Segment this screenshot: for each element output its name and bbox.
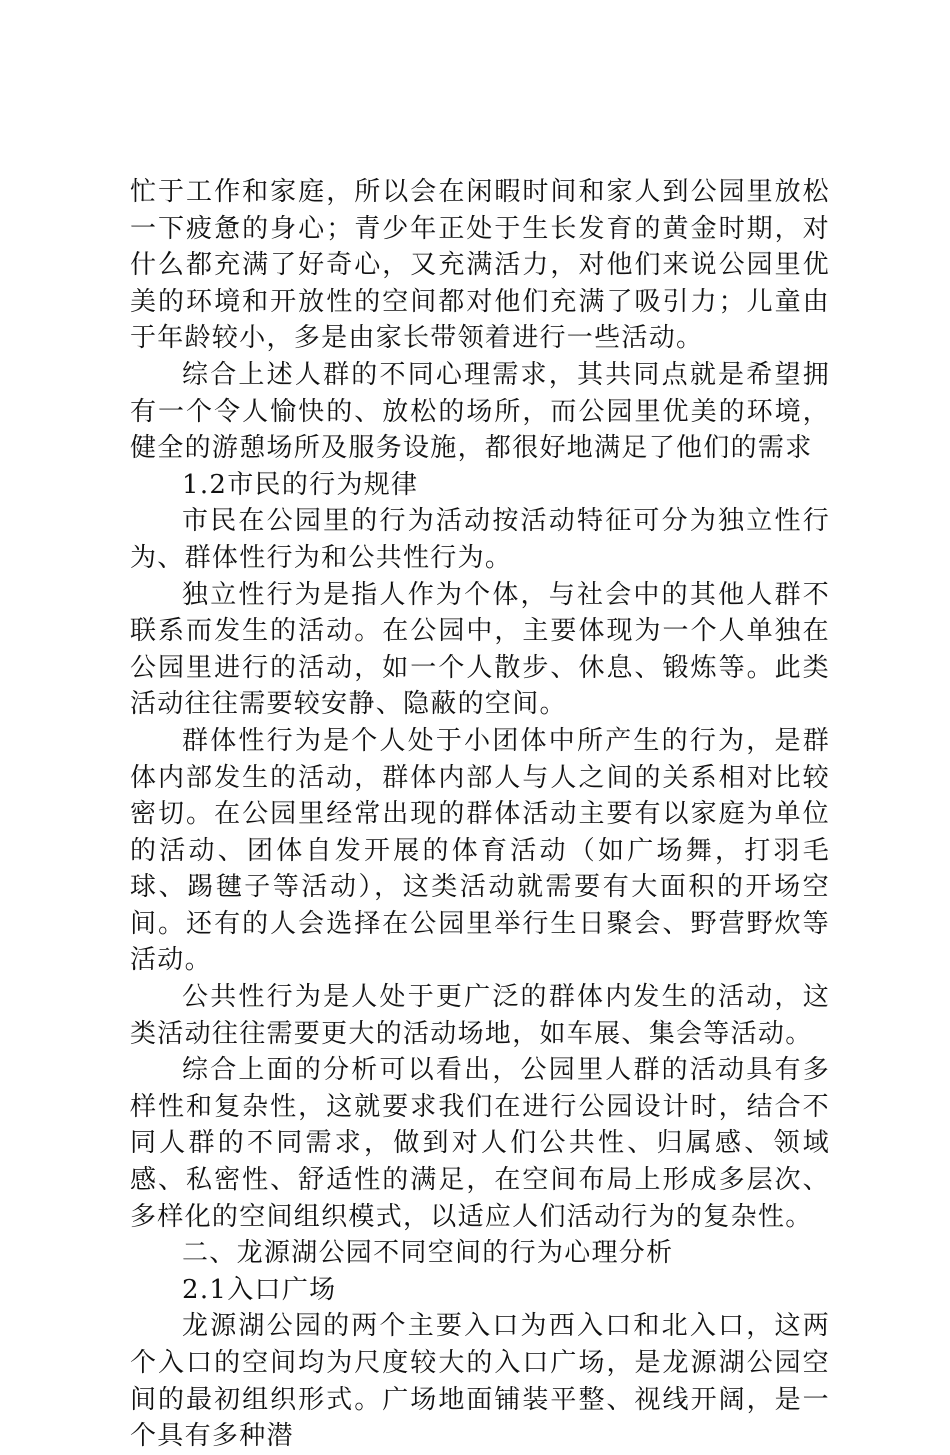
document-body [130,174,830,1455]
paragraph-behavior-types: 市民在公园里的行为活动按活动特征可分为独立性行为、群体性行为和公共性行为。 [130,506,830,573]
section-heading-1-2: 1.2市民的行为规律 [182,469,419,500]
paragraph-public-behavior: 公共性行为是人处于更广泛的群体内发生的活动，这类活动往往需要更大的活动场地，如车展、集会等活动。 [130,982,830,1049]
paragraph-intro-continued: 忙于工作和家庭，所以会在闲暇时间和家人到公园里放松一下疲惫的身心；青少年正处于生长发育的黄金时期，对什么都充满了好奇心，又充满活力，对他们来说公园里优美的环境和开放性的空间都对他们充满了吸引力；儿童由于年龄较小，多是由家长带领着进行一些活动。 [130,177,830,354]
section-heading-2: 二、龙源湖公园不同空间的行为心理分析 [182,1238,674,1269]
paragraph-analysis-summary: 综合上面的分析可以看出，公园里人群的活动具有多样性和复杂性，这就要求我们在进行公园设计时，结合不同人群的不同需求，做到对人们公共性、归属感、领域感、私密性、舒适性的满足，在空间布局上形成多层次、多样化的空间组织模式，以适应人们活动行为的复杂性。 [130,1055,830,1232]
paragraph-independent-behavior: 独立性行为是指人作为个体，与社会中的其他人群不联系而发生的活动。在公园中，主要体现为一个人单独在公园里进行的活动，如一个人散步、休息、锻炼等。此类活动往往需要较安静、隐蔽的空间。 [130,579,830,720]
paragraph-group-behavior: 群体性行为是个人处于小团体中所产生的行为，是群体内部发生的活动，群体内部人与人之间的关系相对比较密切。在公园里经常出现的群体活动主要有以家庭为单位的活动、团体自发开展的体育活动（如广场舞，打羽毛球、踢毽子等活动），这类活动就需要有大面积的开场空间。还有的人会选择在公园里举行生日聚会、野营野炊等活动。 [130,725,830,976]
section-heading-2-1: 2.1入口广场 [182,1274,337,1305]
paragraph-summary-needs: 综合上述人群的不同心理需求，其共同点就是希望拥有一个令人愉快的、放松的场所，而公园里优美的环境，健全的游憩场所及服务设施，都很好地满足了他们的需求 [130,359,830,464]
paragraph-entrance-plaza: 龙源湖公园的两个主要入口为西入口和北入口，这两个入口的空间均为尺度较大的入口广场，是龙源湖公园空间的最初组织形式。广场地面铺装平整、视线开阔，是一个具有多种潜 [130,1311,830,1452]
